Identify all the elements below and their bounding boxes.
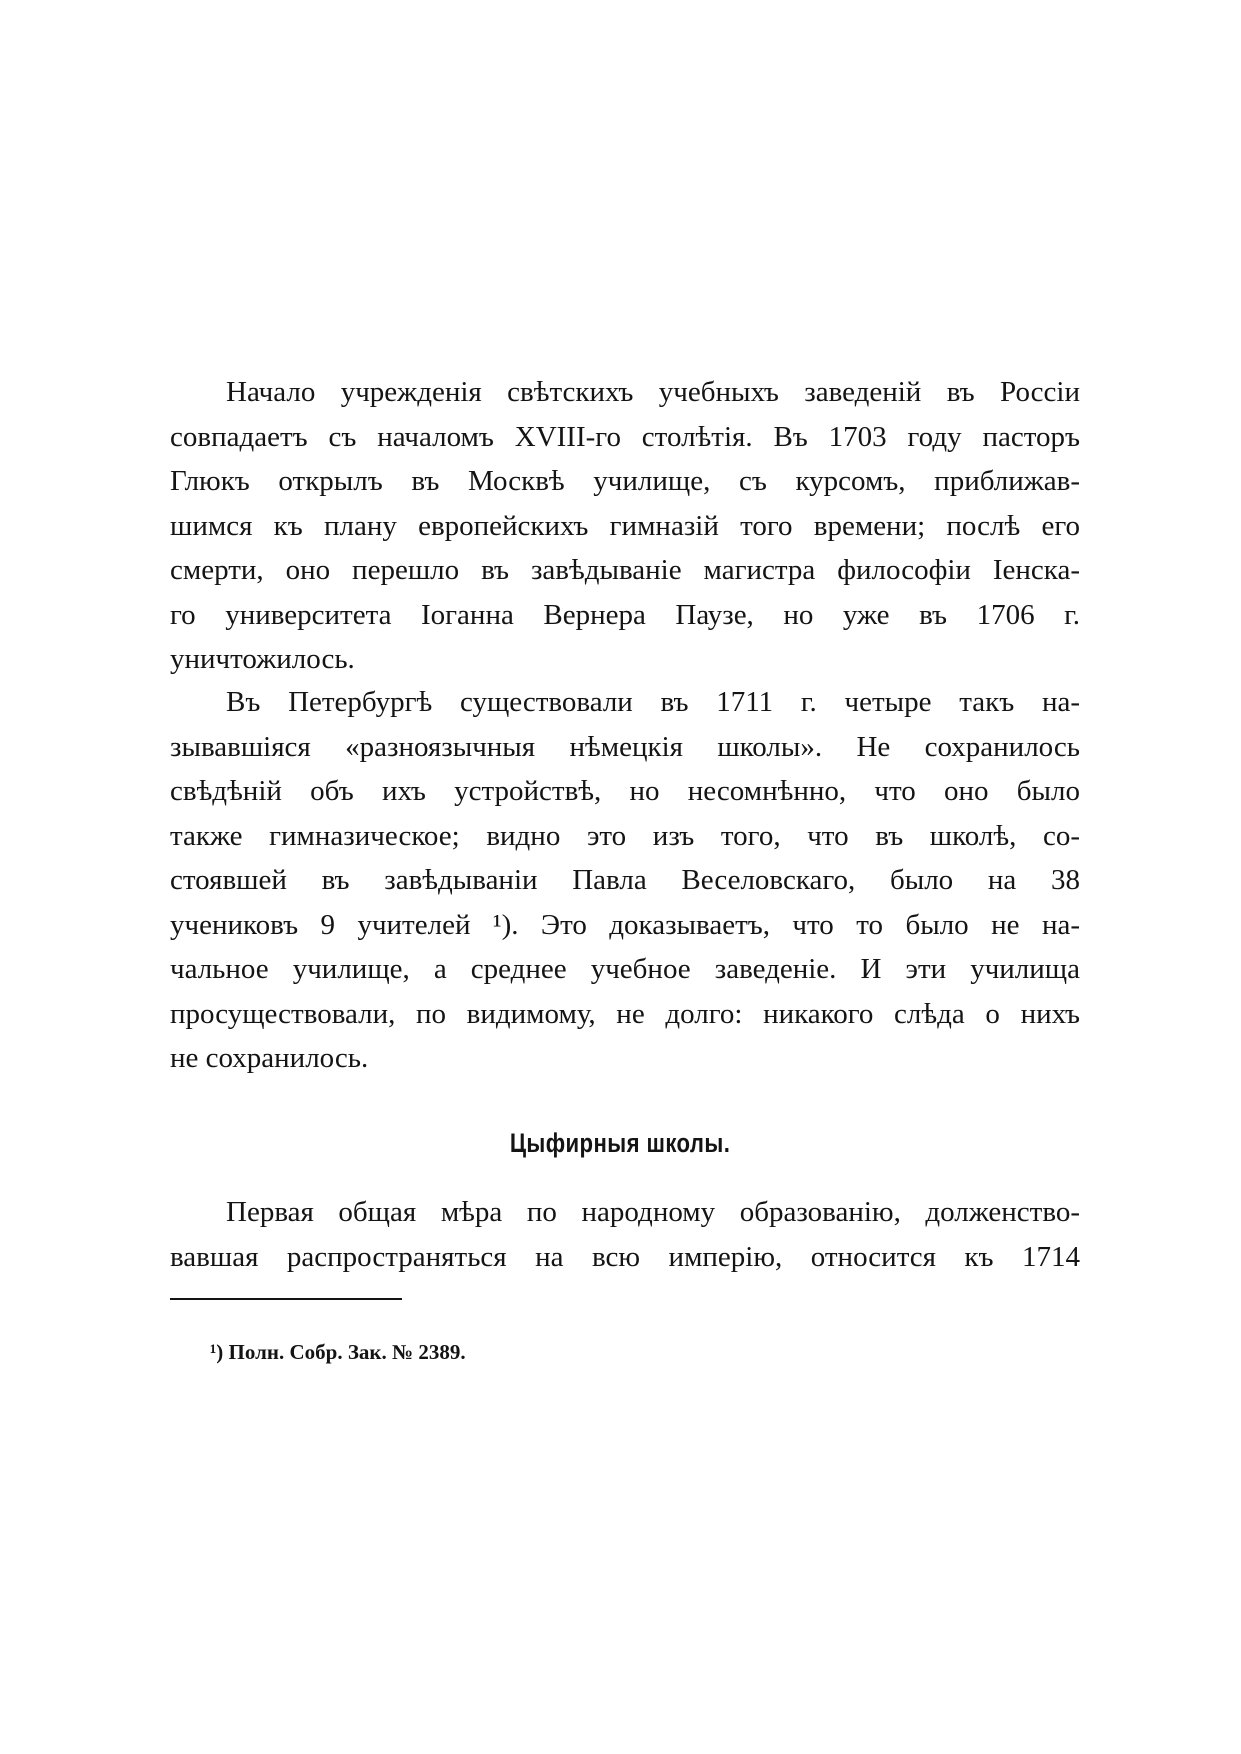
- footnote-divider: [170, 1298, 402, 1300]
- text-line: просуществовали, по видимому, не долго: никакого слѣда о нихъ: [170, 997, 1080, 1030]
- footnote: ¹) Полн. Собр. Зак. № 2389.: [210, 1340, 466, 1364]
- text-line: Глюкъ открылъ въ Москвѣ училище, съ курсомъ, приближав-: [170, 465, 1080, 497]
- text-line: также гимназическое; видно это изъ того, что въ школѣ, со-: [170, 819, 1080, 852]
- text-line: стоявшей въ завѣдываніи Павла Веселовскаго, было на 38: [170, 864, 1080, 896]
- paragraph-3: [170, 1190, 1080, 1279]
- text-line: чальное училище, а среднее учебное заведеніе. И эти училища: [170, 953, 1080, 985]
- text-line: совпадаетъ съ началомъ XVIII-го столѣтія. Въ 1703 году пасторъ: [170, 420, 1080, 453]
- text-line: не сохранилось.: [170, 1042, 369, 1074]
- text-line: смерти, оно перешло въ завѣдываніе магистра философіи Іенска-: [170, 554, 1080, 586]
- text-line: шимся къ плану европейскихъ гимназій того времени; послѣ его: [170, 509, 1080, 542]
- paragraph-2: [170, 680, 1080, 1081]
- section-heading: Цыфирныя школы.: [509, 1128, 731, 1158]
- text-line: Начало учрежденія свѣтскихъ учебныхъ заведеній въ Россіи: [226, 376, 1080, 408]
- text-line: учениковъ 9 учителей ¹). Это доказываетъ, что то было не на-: [170, 908, 1080, 941]
- text-line: уничтожилось.: [170, 643, 355, 675]
- text-line: Первая общая мѣра по народному образованію, долженство-: [226, 1196, 1080, 1228]
- text-line: свѣдѣній объ ихъ устройствѣ, но несомнѣнно, что оно было: [170, 775, 1080, 807]
- paragraph-1: [170, 370, 1080, 682]
- text-line: го университета Іоганна Вернера Паузе, но уже въ 1706 г.: [170, 598, 1080, 631]
- text-line: зывавшіяся «разноязычныя нѣмецкія школы». Не сохранилось: [170, 730, 1080, 763]
- text-line: вавшая распространяться на всю имперію, относится къ 1714: [170, 1240, 1080, 1273]
- text-line: Въ Петербургѣ существовали въ 1711 г. четыре такъ на-: [226, 686, 1080, 718]
